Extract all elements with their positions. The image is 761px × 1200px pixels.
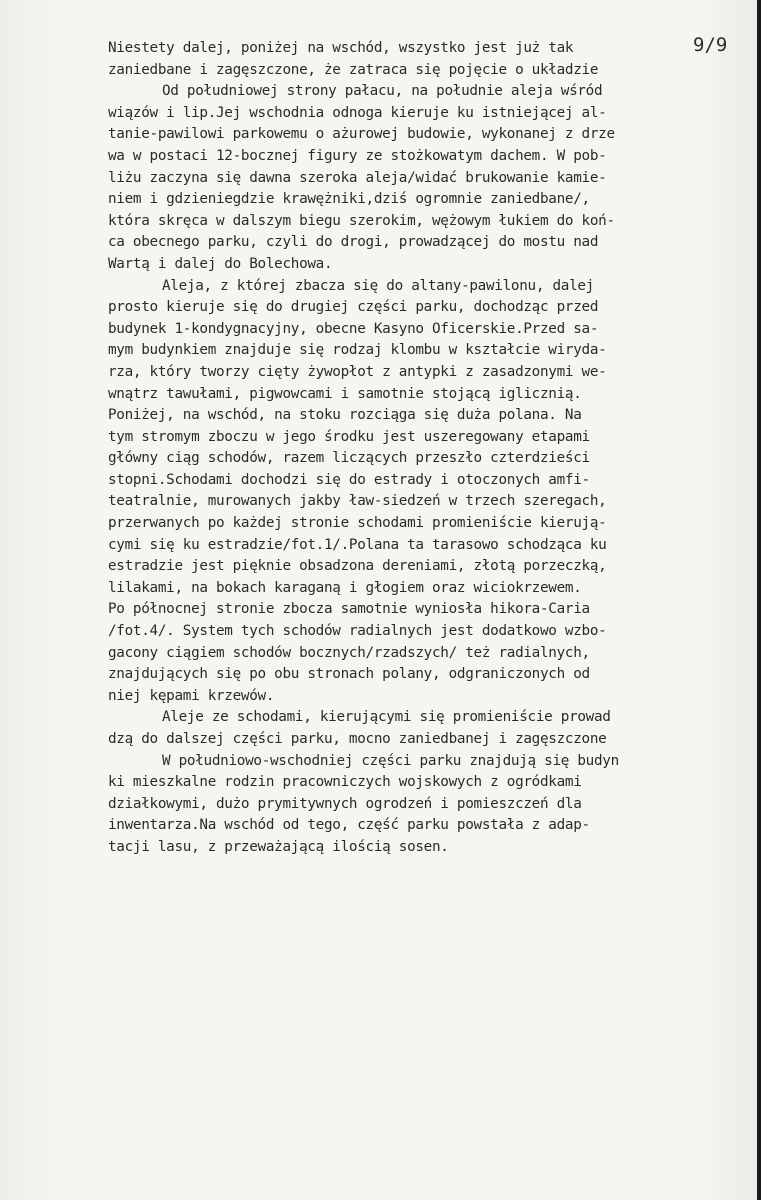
text-line: cymi się ku estradzie/fot.1/.Polana ta tarasowo schodząca ku bbox=[108, 536, 607, 553]
text-line: budynek 1-kondygnacyjny, obecne Kasyno Oficerskie.Przed sa- bbox=[108, 320, 599, 337]
text-line: teatralnie, murowanych jakby ław-siedzeń w trzech szeregach, bbox=[108, 493, 607, 510]
text-line: liżu zaczyna się dawna szeroka aleja/widać brukowanie kamie- bbox=[108, 169, 607, 186]
text-line: znajdujących się po obu stronach polany, odgraniczonych od bbox=[108, 666, 590, 683]
text-line: zaniedbane i zagęszczone, że zatraca się pojęcie o układzie bbox=[108, 61, 599, 78]
text-line: /fot.4/. System tych schodów radialnych jest dodatkowo wzbo- bbox=[108, 623, 607, 640]
text-line: ca obecnego parku, czyli do drogi, prowadzącej do mostu nad bbox=[108, 234, 599, 251]
text-line: Aleja, z której zbacza się do altany-pawilonu, dalej bbox=[162, 277, 594, 294]
text-line: wiązów i lip.Jej wschodnia odnoga kieruje ku istniejącej al- bbox=[108, 104, 607, 121]
text-line: wa w postaci 12-bocznej figury ze stożkowatym dachem. W pob- bbox=[108, 147, 607, 164]
text-line: mym budynkiem znajduje się rodzaj klombu w kształcie wiryda- bbox=[108, 342, 607, 359]
text-line: stopni.Schodami dochodzi się do estrady i otoczonych amfi- bbox=[108, 471, 590, 488]
text-line: Aleje ze schodami, kierującymi się promieniście prowad bbox=[162, 709, 611, 726]
text-line: Wartą i dalej do Bolechowa. bbox=[108, 255, 333, 272]
text-line: ki mieszkalne rodzin pracowniczych wojskowych z ogródkami bbox=[108, 774, 582, 791]
text-line: tym stromym zboczu w jego środku jest uszeregowany etapami bbox=[108, 428, 590, 445]
text-line: estradzie jest pięknie obsadzona dereniami, złotą porzeczką, bbox=[108, 558, 607, 575]
text-line: tanie-pawilowi parkowemu o ażurowej budowie, wykonanej z drze bbox=[108, 126, 615, 143]
text-line: która skręca w dalszym biegu szerokim, wężowym łukiem do koń- bbox=[108, 212, 615, 229]
text-line: prosto kieruje się do drugiej części parku, dochodząc przed bbox=[108, 299, 599, 316]
text-line: Od południowej strony pałacu, na południe aleja wśród bbox=[162, 83, 603, 100]
text-line: Po północnej stronie zbocza samotnie wyniosła hikora-Caria bbox=[108, 601, 590, 618]
text-line: niem i gdzieniegdzie krawężniki,dziś ogromnie zaniedbane/, bbox=[108, 191, 590, 208]
text-line: Niestety dalej, poniżej na wschód, wszystko jest już tak bbox=[108, 40, 574, 56]
typed-text-body bbox=[108, 38, 758, 859]
text-line: lilakami, na bokach karaganą i głogiem oraz wiciokrzewem. bbox=[108, 579, 582, 596]
page-number: 9/9 bbox=[693, 34, 728, 56]
text-line: gacony ciągiem schodów bocznych/rzadszych/ też radialnych, bbox=[108, 644, 590, 661]
text-line: główny ciąg schodów, razem liczących przeszło czterdzieści bbox=[108, 450, 590, 467]
text-line: przerwanych po każdej stronie schodami promieniście kierują- bbox=[108, 515, 607, 532]
text-line: Poniżej, na wschód, na stoku rozciąga się duża polana. Na bbox=[108, 407, 582, 424]
text-line: dzą do dalszej części parku, mocno zaniedbanej i zagęszczone bbox=[108, 731, 607, 747]
text-line: działkowymi, dużo prymitywnych ogrodzeń i pomieszczeń dla bbox=[108, 795, 582, 812]
text-line: rza, który tworzy cięty żywopłot z antypki z zasadzonymi we- bbox=[108, 363, 607, 380]
text-line: W południowo-wschodniej części parku znajdują się budyn bbox=[162, 752, 619, 769]
text-line: tacji lasu, z przeważającą ilością sosen. bbox=[108, 838, 449, 855]
text-line: wnątrz tawułami, pigwowcami i samotnie stojącą iglicznią. bbox=[108, 385, 582, 402]
text-line: inwentarza.Na wschód od tego, część parku powstała z adap- bbox=[108, 817, 590, 834]
text-line: niej kępami krzewów. bbox=[108, 687, 275, 704]
